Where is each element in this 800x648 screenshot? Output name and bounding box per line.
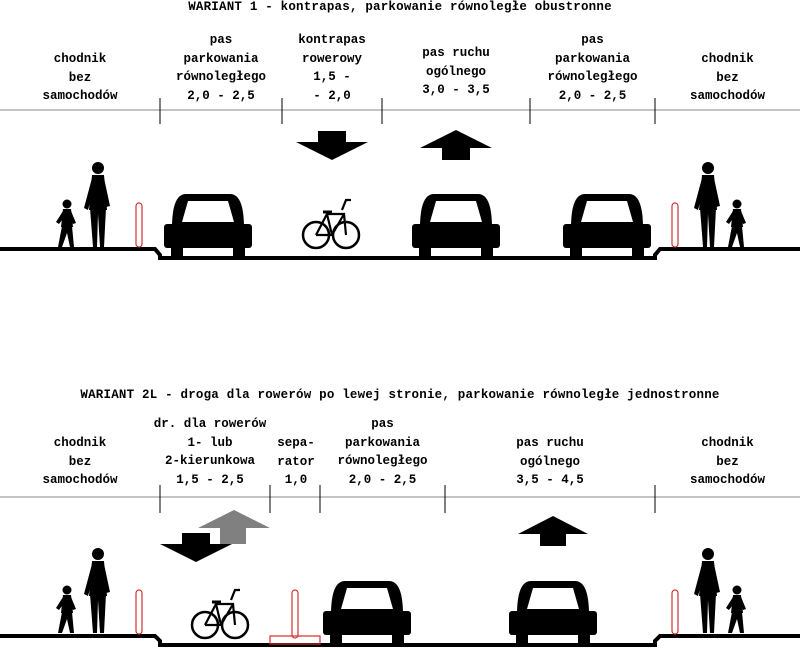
v1-label-parking-right: pas parkowania równoległego 2,0 - 2,5 — [547, 33, 638, 103]
v2-label-separator: sepa- rator 1,0 — [277, 436, 315, 487]
v1-bicycle-icon — [303, 200, 359, 248]
v2-car-traffic-icon — [509, 581, 597, 643]
v2-pedestrian-child-left-icon — [56, 586, 76, 634]
v2-label-sidewalk-left: chodnik bez samochodów — [42, 436, 118, 487]
v1-car-traffic-icon — [412, 194, 500, 256]
v1-parked-car-left-icon — [164, 194, 252, 256]
variant1-title: WARIANT 1 - kontrapas, parkowanie równoległe obustronne — [188, 0, 612, 14]
variant2-title: WARIANT 2L - droga dla rowerów po lewej stronie, parkowanie równoległe jednostronne — [80, 388, 720, 402]
v2-pedestrian-adult-left-icon — [84, 548, 110, 633]
v1-pedestrian-child-left-icon — [56, 200, 76, 248]
v1-label-sidewalk-right: chodnik bez samochodów — [689, 52, 765, 103]
v1-bollard-left-icon — [136, 203, 142, 247]
v2-label-bike-path: dr. dla rowerów 1- lub 2-kierunkowa 1,5 - 2,5 — [153, 417, 267, 487]
v1-label-traffic-lane: pas ruchu ogólnego 3,0 - 3,5 — [422, 46, 490, 97]
v2-bollard-left-icon — [136, 590, 142, 634]
v1-pedestrian-adult-right-icon — [694, 162, 720, 247]
v2-pedestrian-adult-right-icon — [694, 548, 720, 633]
v2-bollard-right-icon — [672, 590, 678, 634]
v1-pedestrian-child-right-icon — [726, 200, 746, 248]
v1-bollard-right-icon — [672, 203, 678, 247]
v2-label-traffic-lane: pas ruchu ogólnego 3,5 - 4,5 — [516, 436, 584, 487]
v1-arrow-up-icon — [420, 130, 492, 160]
v1-label-parking-left: pas parkowania równoległego 2,0 - 2,5 — [175, 33, 266, 103]
v1-arrow-down-icon — [296, 131, 368, 160]
v2-separator-bollard-icon — [292, 590, 298, 638]
v1-label-sidewalk-left: chodnik bez samochodów — [42, 52, 118, 103]
v2-parked-car-icon — [323, 581, 411, 643]
v2-bicycle-icon — [192, 590, 248, 638]
v2-pedestrian-child-right-icon — [726, 586, 746, 634]
v2-arrow-up-icon — [518, 516, 588, 546]
v2-label-parking: pas parkowania równoległego 2,0 - 2,5 — [337, 417, 428, 487]
v2-label-sidewalk-right: chodnik bez samochodów — [689, 436, 765, 487]
v2-separator-curb — [270, 636, 320, 644]
v1-parked-car-right-icon — [563, 194, 651, 256]
v1-pedestrian-adult-left-icon — [84, 162, 110, 247]
v1-label-contraflow: kontrapas rowerowy 1,5 - - 2,0 — [298, 33, 366, 103]
